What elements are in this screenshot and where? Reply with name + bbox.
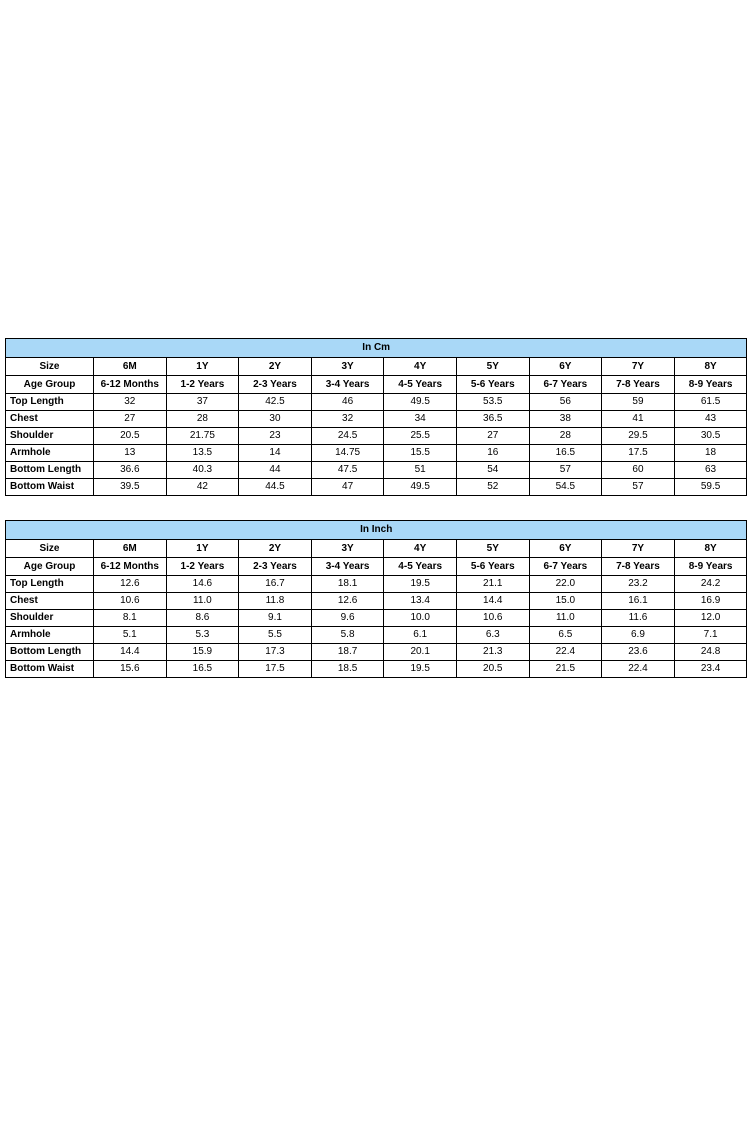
table-row — [6, 610, 747, 627]
measurement-value: 41 — [602, 411, 675, 428]
measurement-label: Bottom Length — [6, 644, 94, 661]
measurement-value: 16.5 — [529, 445, 602, 462]
measurement-label: Armhole — [6, 627, 94, 644]
measurement-value: 18.5 — [311, 661, 384, 678]
table-row — [6, 593, 747, 610]
age-group-cell: 1-2 Years — [166, 376, 239, 394]
measurement-value: 20.5 — [456, 661, 529, 678]
measurement-value: 54.5 — [529, 479, 602, 496]
measurement-value: 27 — [94, 411, 167, 428]
measurement-value: 30 — [239, 411, 312, 428]
measurement-value: 19.5 — [384, 661, 457, 678]
size-header-label: Size — [6, 358, 94, 376]
age-group-cell: 8-9 Years — [674, 558, 747, 576]
measurement-value: 24.8 — [674, 644, 747, 661]
measurement-value: 7.1 — [674, 627, 747, 644]
measurement-value: 37 — [166, 394, 239, 411]
age-group-label: Age Group — [6, 376, 94, 394]
measurement-value: 49.5 — [384, 479, 457, 496]
table-title: In Inch — [6, 521, 747, 540]
age-group-cell: 4-5 Years — [384, 376, 457, 394]
age-group-cell: 6-7 Years — [529, 558, 602, 576]
size-column-header: 2Y — [239, 358, 312, 376]
age-group-cell: 2-3 Years — [239, 558, 312, 576]
measurement-value: 32 — [311, 411, 384, 428]
measurement-value: 11.6 — [602, 610, 675, 627]
measurement-label: Bottom Waist — [6, 479, 94, 496]
measurement-value: 44 — [239, 462, 312, 479]
measurement-value: 43 — [674, 411, 747, 428]
measurement-value: 59 — [602, 394, 675, 411]
measurement-label: Chest — [6, 411, 94, 428]
size-column-header: 7Y — [602, 540, 675, 558]
measurement-value: 29.5 — [602, 428, 675, 445]
measurement-value: 16.7 — [239, 576, 312, 593]
age-group-cell: 6-12 Months — [94, 558, 167, 576]
measurement-value: 36.5 — [456, 411, 529, 428]
table-row — [6, 644, 747, 661]
measurement-value: 15.0 — [529, 593, 602, 610]
measurement-value: 23.2 — [602, 576, 675, 593]
measurement-value: 30.5 — [674, 428, 747, 445]
table-row — [6, 462, 747, 479]
measurement-value: 38 — [529, 411, 602, 428]
age-group-cell: 3-4 Years — [311, 558, 384, 576]
measurement-value: 42 — [166, 479, 239, 496]
table-row — [6, 661, 747, 678]
size-column-header: 6M — [94, 540, 167, 558]
size-column-header: 3Y — [311, 540, 384, 558]
measurement-value: 47 — [311, 479, 384, 496]
measurement-value: 23.4 — [674, 661, 747, 678]
measurement-value: 61.5 — [674, 394, 747, 411]
measurement-value: 17.5 — [239, 661, 312, 678]
measurement-value: 28 — [529, 428, 602, 445]
measurement-value: 22.4 — [602, 661, 675, 678]
measurement-label: Bottom Length — [6, 462, 94, 479]
measurement-value: 23.6 — [602, 644, 675, 661]
measurement-value: 14.4 — [94, 644, 167, 661]
measurement-value: 22.0 — [529, 576, 602, 593]
age-group-cell: 6-7 Years — [529, 376, 602, 394]
size-column-header: 2Y — [239, 540, 312, 558]
measurement-value: 12.6 — [311, 593, 384, 610]
measurement-value: 27 — [456, 428, 529, 445]
size-column-header: 6Y — [529, 358, 602, 376]
size-column-header: 7Y — [602, 358, 675, 376]
size-column-header: 8Y — [674, 358, 747, 376]
table-title: In Cm — [6, 339, 747, 358]
size-chart-inch-table — [5, 520, 747, 678]
age-group-cell: 5-6 Years — [456, 558, 529, 576]
age-group-label: Age Group — [6, 558, 94, 576]
measurement-value: 53.5 — [456, 394, 529, 411]
measurement-value: 5.1 — [94, 627, 167, 644]
size-column-header: 4Y — [384, 540, 457, 558]
size-column-header: 1Y — [166, 358, 239, 376]
measurement-value: 32 — [94, 394, 167, 411]
size-header-label: Size — [6, 540, 94, 558]
measurement-value: 6.3 — [456, 627, 529, 644]
size-column-header: 6M — [94, 358, 167, 376]
measurement-value: 59.5 — [674, 479, 747, 496]
table-row — [6, 445, 747, 462]
measurement-value: 17.3 — [239, 644, 312, 661]
measurement-value: 51 — [384, 462, 457, 479]
measurement-value: 21.3 — [456, 644, 529, 661]
measurement-value: 18 — [674, 445, 747, 462]
table-row — [6, 479, 747, 496]
measurement-value: 10.6 — [94, 593, 167, 610]
measurement-value: 11.0 — [166, 593, 239, 610]
measurement-value: 15.6 — [94, 661, 167, 678]
measurement-value: 6.9 — [602, 627, 675, 644]
age-group-cell: 5-6 Years — [456, 376, 529, 394]
measurement-value: 20.5 — [94, 428, 167, 445]
table-row — [6, 411, 747, 428]
measurement-value: 63 — [674, 462, 747, 479]
measurement-value: 5.3 — [166, 627, 239, 644]
measurement-value: 11.0 — [529, 610, 602, 627]
measurement-value: 11.8 — [239, 593, 312, 610]
measurement-value: 49.5 — [384, 394, 457, 411]
size-column-header: 6Y — [529, 540, 602, 558]
age-group-cell: 8-9 Years — [674, 376, 747, 394]
measurement-value: 19.5 — [384, 576, 457, 593]
measurement-value: 16.9 — [674, 593, 747, 610]
age-group-cell: 3-4 Years — [311, 376, 384, 394]
measurement-value: 24.2 — [674, 576, 747, 593]
measurement-label: Shoulder — [6, 428, 94, 445]
measurement-value: 60 — [602, 462, 675, 479]
measurement-value: 40.3 — [166, 462, 239, 479]
measurement-value: 10.0 — [384, 610, 457, 627]
measurement-value: 14.4 — [456, 593, 529, 610]
measurement-value: 13.5 — [166, 445, 239, 462]
measurement-value: 12.6 — [94, 576, 167, 593]
measurement-value: 8.1 — [94, 610, 167, 627]
measurement-value: 5.8 — [311, 627, 384, 644]
measurement-value: 44.5 — [239, 479, 312, 496]
measurement-value: 18.1 — [311, 576, 384, 593]
measurement-value: 57 — [602, 479, 675, 496]
measurement-value: 5.5 — [239, 627, 312, 644]
measurement-value: 14.6 — [166, 576, 239, 593]
measurement-value: 15.9 — [166, 644, 239, 661]
measurement-value: 14.75 — [311, 445, 384, 462]
measurement-value: 16.1 — [602, 593, 675, 610]
measurement-value: 23 — [239, 428, 312, 445]
age-group-cell: 1-2 Years — [166, 558, 239, 576]
table-row — [6, 428, 747, 445]
measurement-value: 9.6 — [311, 610, 384, 627]
measurement-value: 46 — [311, 394, 384, 411]
size-column-header: 5Y — [456, 540, 529, 558]
measurement-value: 13.4 — [384, 593, 457, 610]
age-group-cell: 2-3 Years — [239, 376, 312, 394]
size-column-header: 4Y — [384, 358, 457, 376]
measurement-value: 39.5 — [94, 479, 167, 496]
measurement-value: 52 — [456, 479, 529, 496]
measurement-value: 6.1 — [384, 627, 457, 644]
measurement-value: 25.5 — [384, 428, 457, 445]
measurement-label: Top Length — [6, 394, 94, 411]
measurement-value: 21.75 — [166, 428, 239, 445]
measurement-value: 14 — [239, 445, 312, 462]
age-group-cell: 6-12 Months — [94, 376, 167, 394]
measurement-value: 34 — [384, 411, 457, 428]
measurement-label: Shoulder — [6, 610, 94, 627]
measurement-value: 13 — [94, 445, 167, 462]
measurement-value: 21.1 — [456, 576, 529, 593]
size-column-header: 3Y — [311, 358, 384, 376]
measurement-value: 28 — [166, 411, 239, 428]
measurement-value: 42.5 — [239, 394, 312, 411]
table-row — [6, 627, 747, 644]
measurement-value: 16.5 — [166, 661, 239, 678]
measurement-value: 8.6 — [166, 610, 239, 627]
measurement-value: 18.7 — [311, 644, 384, 661]
measurement-label: Armhole — [6, 445, 94, 462]
age-group-cell: 7-8 Years — [602, 558, 675, 576]
size-column-header: 8Y — [674, 540, 747, 558]
measurement-value: 56 — [529, 394, 602, 411]
measurement-value: 36.6 — [94, 462, 167, 479]
measurement-value: 6.5 — [529, 627, 602, 644]
table-row — [6, 394, 747, 411]
measurement-value: 21.5 — [529, 661, 602, 678]
measurement-value: 15.5 — [384, 445, 457, 462]
age-group-cell: 4-5 Years — [384, 558, 457, 576]
age-group-cell: 7-8 Years — [602, 376, 675, 394]
measurement-value: 17.5 — [602, 445, 675, 462]
measurement-value: 9.1 — [239, 610, 312, 627]
size-column-header: 1Y — [166, 540, 239, 558]
size-column-header: 5Y — [456, 358, 529, 376]
measurement-value: 57 — [529, 462, 602, 479]
measurement-value: 47.5 — [311, 462, 384, 479]
measurement-value: 24.5 — [311, 428, 384, 445]
measurement-value: 20.1 — [384, 644, 457, 661]
measurement-label: Bottom Waist — [6, 661, 94, 678]
measurement-value: 22.4 — [529, 644, 602, 661]
table-row — [6, 576, 747, 593]
measurement-label: Chest — [6, 593, 94, 610]
measurement-label: Top Length — [6, 576, 94, 593]
measurement-value: 16 — [456, 445, 529, 462]
measurement-value: 12.0 — [674, 610, 747, 627]
measurement-value: 54 — [456, 462, 529, 479]
measurement-value: 10.6 — [456, 610, 529, 627]
size-chart-cm-table — [5, 338, 747, 496]
